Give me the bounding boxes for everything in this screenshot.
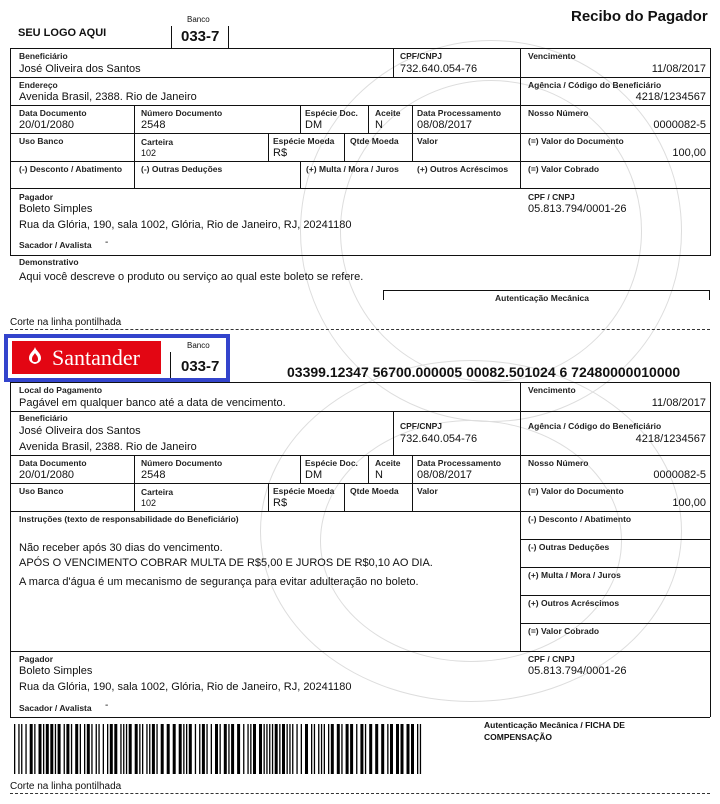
barcode-bar [110, 724, 113, 774]
barcode-bar [250, 724, 251, 774]
barcode-bar [84, 724, 85, 774]
beneficiario-label: Beneficiário [19, 51, 68, 61]
barcode-bar [337, 724, 340, 774]
barcode-bar [231, 724, 234, 774]
barcode-bar [369, 724, 372, 774]
barcode-bar [314, 724, 315, 774]
barcode-bar [120, 724, 121, 774]
barcode-bar [289, 724, 290, 774]
barcode-bar [167, 724, 170, 774]
instrucao-1: Não receber após 30 dias do vencimento. [19, 542, 223, 554]
slip-valor-doc: 100,00 [672, 497, 706, 509]
vencimento: 11/08/2017 [651, 63, 706, 75]
barcode-bar [360, 724, 363, 774]
barcode-bar [228, 724, 229, 774]
slip-agencia-label: Agência / Código do Beneficiário [528, 421, 662, 431]
barcode-bar [91, 724, 92, 774]
pagador: Boleto Simples [19, 203, 93, 215]
especie-doc: DM [305, 119, 323, 131]
barcode-bar [375, 724, 378, 774]
logo-placeholder: SEU LOGO AQUI [18, 27, 107, 39]
barcode-bar [417, 724, 418, 774]
barcode-bar [324, 724, 325, 774]
barcode-bar [269, 724, 270, 774]
slip-pagador-endereco: Rua da Glória, 190, sala 1002, Glória, Rio de Janeiro, RJ, 20241180 [19, 681, 352, 693]
outros-acrescimos-label: (+) Outros Acréscimos [417, 164, 509, 174]
barcode-bar [243, 724, 244, 774]
barcode-bar [224, 724, 227, 774]
pagador-label: Pagador [19, 192, 54, 202]
barcode-bar [80, 724, 81, 774]
slip-endereco: Avenida Brasil, 2388. Rio de Janeiro [19, 441, 197, 453]
barcode-bar [64, 724, 65, 774]
data-proc-label: Data Processamento [417, 108, 502, 118]
valor-label: Valor [417, 136, 438, 146]
agencia: 4218/1234567 [635, 91, 706, 103]
barcode-bar [287, 724, 288, 774]
slip-sacador-label: Sacador / Avalista [19, 703, 92, 713]
slip-uso-banco-label: Uso Banco [19, 486, 64, 496]
barcode-bar [129, 724, 132, 774]
barcode-bar [103, 724, 104, 774]
barcode-bar [387, 724, 388, 774]
valor-doc: 100,00 [672, 147, 706, 159]
barcode-bar [253, 724, 256, 774]
barcode-bar [98, 724, 99, 774]
barcode-bar [264, 724, 265, 774]
barcode-bar [206, 724, 207, 774]
barcode-bar [139, 724, 140, 774]
local: Pagável em qualquer banco até a data de vencimento. [19, 397, 286, 409]
slip-data-proc-label: Data Processamento [417, 458, 502, 468]
num-doc-label: Número Documento [141, 108, 223, 118]
barcode-bar [202, 724, 205, 774]
instrucao-3: A marca d'água é um mecanismo de segurança para evitar adulteração no boleto. [19, 576, 419, 588]
cut-line [10, 329, 710, 330]
barcode-bar [87, 724, 90, 774]
pagador-cpf-label: CPF / CNPJ [528, 192, 575, 202]
data-doc-label: Data Documento [19, 108, 87, 118]
slip-num-doc-label: Número Documento [141, 458, 223, 468]
pagador-endereco: Rua da Glória, 190, sala 1002, Glória, Rio de Janeiro, RJ, 20241180 [19, 219, 352, 231]
barcode-bar [211, 724, 212, 774]
barcode-bar [311, 724, 312, 774]
slip-carteira-label: Carteira [141, 487, 174, 497]
barcode-bar [123, 724, 124, 774]
barcode-bar [126, 724, 127, 774]
uso-banco-label: Uso Banco [19, 136, 64, 146]
barcode-bar [189, 724, 192, 774]
carteira-label: Carteira [141, 137, 174, 147]
barcode-bar [107, 724, 108, 774]
slip-aceite: N [375, 469, 383, 481]
instrucoes-label: Instruções (texto de responsabilidade do Beneficiário) [19, 514, 239, 524]
slip-especie-doc: DM [305, 469, 323, 481]
slip-bank-label: Banco [187, 341, 210, 350]
barcode-bar [152, 724, 155, 774]
barcode-bar [296, 724, 297, 774]
carteira: 102 [141, 148, 157, 158]
barcode-bar [156, 724, 157, 774]
barcode-bar [146, 724, 147, 774]
barcode-bar [328, 724, 329, 774]
barcode-bar [46, 724, 49, 774]
barcode-bar [301, 724, 302, 774]
barcode-bar [183, 724, 184, 774]
cpf-label: CPF/CNPJ [400, 51, 443, 61]
barcode-bar [179, 724, 182, 774]
barcode-bar [55, 724, 56, 774]
sacador-label: Sacador / Avalista [19, 240, 92, 250]
aceite: N [375, 119, 383, 131]
barcode-bar [142, 724, 143, 774]
qtde-moeda-label: Qtde Moeda [350, 136, 399, 146]
slip-pagador-cpf-label: CPF / CNPJ [528, 654, 575, 664]
barcode-bar [75, 724, 78, 774]
vencimento-label: Vencimento [528, 51, 576, 61]
barcode-bar [272, 724, 273, 774]
especie-moeda-label: Espécie Moeda [273, 136, 335, 146]
barcode-bar [114, 724, 117, 774]
barcode-bar [396, 724, 399, 774]
agencia-label: Agência / Código do Beneficiário [528, 80, 662, 90]
receipt-title: Recibo do Pagador [571, 8, 708, 25]
barcode-bar [321, 724, 322, 774]
multa-label: (+) Multa / Mora / Juros [306, 164, 399, 174]
endereco: Avenida Brasil, 2388. Rio de Janeiro [19, 91, 197, 103]
demonstrativo-label: Demonstrativo [19, 257, 79, 267]
barcode-bar [266, 724, 267, 774]
slip-especie-moeda: R$ [273, 497, 288, 509]
slip-valor-label: Valor [417, 486, 438, 496]
barcode-bar [173, 724, 176, 774]
slip-vencimento-label: Vencimento [528, 385, 576, 395]
barcode-bar [247, 724, 248, 774]
data-proc: 08/08/2017 [417, 119, 473, 131]
slip-data-proc: 08/08/2017 [417, 469, 473, 481]
barcode-bar [34, 724, 35, 774]
bank-label: Banco [187, 15, 210, 24]
barcode-bar [401, 724, 404, 774]
slip-bank-code: 033-7 [181, 358, 220, 375]
slip-especie-moeda-label: Espécie Moeda [273, 486, 335, 496]
slip-cpf-label: CPF/CNPJ [400, 421, 443, 431]
barcode-bar [356, 724, 357, 774]
barcode-bar [420, 724, 421, 774]
barcode-bar [275, 724, 278, 774]
barcode-bar [259, 724, 262, 774]
valor-doc-label: (=) Valor do Documento [528, 136, 624, 146]
slip-qtde-moeda-label: Qtde Moeda [350, 486, 399, 496]
aceite-label: Aceite [375, 108, 401, 118]
slip-aceite-label: Aceite [375, 458, 401, 468]
barcode-bar [18, 724, 19, 774]
barcode-bar [21, 724, 22, 774]
barcode-bar [331, 724, 334, 774]
barcode-bar [30, 724, 33, 774]
beneficiario: José Oliveira dos Santos [19, 63, 141, 75]
slip-multa-label: (+) Multa / Mora / Juros [528, 570, 621, 580]
barcode-bar [71, 724, 72, 774]
slip-pagador-label: Pagador [19, 654, 54, 664]
barcode-bar [318, 724, 319, 774]
especie-doc-label: Espécie Doc. [305, 108, 358, 118]
slip-especie-doc-label: Espécie Doc. [305, 458, 358, 468]
data-doc: 20/01/2080 [19, 119, 75, 131]
slip-data-doc: 20/01/2080 [19, 469, 75, 481]
nosso-num: 0000082-5 [653, 119, 706, 131]
barcode-bar [149, 724, 150, 774]
slip-desconto-label: (-) Desconto / Abatimento [528, 514, 632, 524]
barcode-bar [215, 724, 218, 774]
slip-outras-deducoes-label: (-) Outras Deduções [528, 542, 610, 552]
barcode-bar [279, 724, 280, 774]
especie-moeda: R$ [273, 147, 288, 159]
barcode-bar [135, 724, 138, 774]
pagador-cpf: 05.813.794/0001-26 [528, 203, 627, 215]
bank-code: 033-7 [181, 28, 220, 45]
barcode-bar [39, 724, 42, 774]
santander-name: Santander [52, 345, 140, 370]
num-doc: 2548 [141, 119, 166, 131]
slip-cut-line [10, 793, 710, 794]
slip-sacador: - [105, 700, 109, 711]
barcode-bar [407, 724, 410, 774]
slip-autenticacao-label: Autenticação Mecânica / FICHA DE COMPENSAÇÃO [484, 720, 625, 742]
local-label: Local do Pagamento [19, 385, 103, 395]
slip-pagador-cpf: 05.813.794/0001-26 [528, 665, 627, 677]
barcode-bar [43, 724, 44, 774]
endereco-label: Endereço [19, 80, 58, 90]
barcode-bar [25, 724, 26, 774]
barcode-bar [14, 724, 15, 774]
barcode-bar [186, 724, 187, 774]
barcode-bar [350, 724, 353, 774]
slip-corte-label: Corte na linha pontilhada [10, 781, 122, 792]
slip-pagador: Boleto Simples [19, 665, 93, 677]
barcode-bar [199, 724, 200, 774]
desconto-label: (-) Desconto / Abatimento [19, 164, 123, 174]
santander-logo [12, 341, 161, 374]
demonstrativo: Aqui você descreve o produto ou serviço ao qual este boleto se refere. [19, 271, 364, 283]
barcode-bar [390, 724, 393, 774]
slip-nosso-num-label: Nosso Número [528, 458, 589, 468]
barcode-bar [195, 724, 196, 774]
barcode-bar [305, 724, 308, 774]
flame-icon [22, 345, 48, 371]
slip-nosso-num: 0000082-5 [653, 469, 706, 481]
slip-beneficiario-label: Beneficiário [19, 413, 68, 423]
cpf: 732.640.054-76 [400, 63, 478, 75]
autenticacao-label: Autenticação Mecânica [495, 293, 590, 303]
slip-beneficiario: José Oliveira dos Santos [19, 425, 141, 437]
outras-deducoes-label: (-) Outras Deduções [141, 164, 223, 174]
valor-cobrado-label: (=) Valor Cobrado [528, 164, 600, 174]
barcode-bar [341, 724, 342, 774]
barcode-bar [365, 724, 366, 774]
linha-digitavel: 03399.12347 56700.000005 00082.501024 6 72480000010000 [287, 364, 681, 380]
barcode-bar [411, 724, 414, 774]
instrucao-2: APÓS O VENCIMENTO COBRAR MULTA DE R$5,00 E JUROS DE R$0,10 AO DIA. [19, 557, 433, 569]
barcode-bar [237, 724, 240, 774]
slip-agencia: 4218/1234567 [635, 433, 706, 445]
barcode-bar [292, 724, 293, 774]
nosso-num-label: Nosso Número [528, 108, 589, 118]
barcode-bar [381, 724, 384, 774]
barcode-bar [50, 724, 53, 774]
sacador: - [105, 237, 109, 248]
corte-label: Corte na linha pontilhada [10, 317, 122, 328]
slip-vencimento: 11/08/2017 [651, 397, 706, 409]
barcode-bar [58, 724, 61, 774]
barcode-bar [161, 724, 164, 774]
slip-valor-cobrado-label: (=) Valor Cobrado [528, 626, 600, 636]
barcode-bar [96, 724, 97, 774]
slip-data-doc-label: Data Documento [19, 458, 87, 468]
slip-valor-doc-label: (=) Valor do Documento [528, 486, 624, 496]
barcode [14, 724, 426, 774]
barcode-bar [66, 724, 69, 774]
slip-carteira: 102 [141, 498, 157, 508]
slip-cpf: 732.640.054-76 [400, 433, 478, 445]
barcode-bar [346, 724, 349, 774]
slip-outros-acrescimos-label: (+) Outros Acréscimos [528, 598, 620, 608]
barcode-bar [282, 724, 285, 774]
barcode-bar [220, 724, 221, 774]
slip-num-doc: 2548 [141, 469, 166, 481]
